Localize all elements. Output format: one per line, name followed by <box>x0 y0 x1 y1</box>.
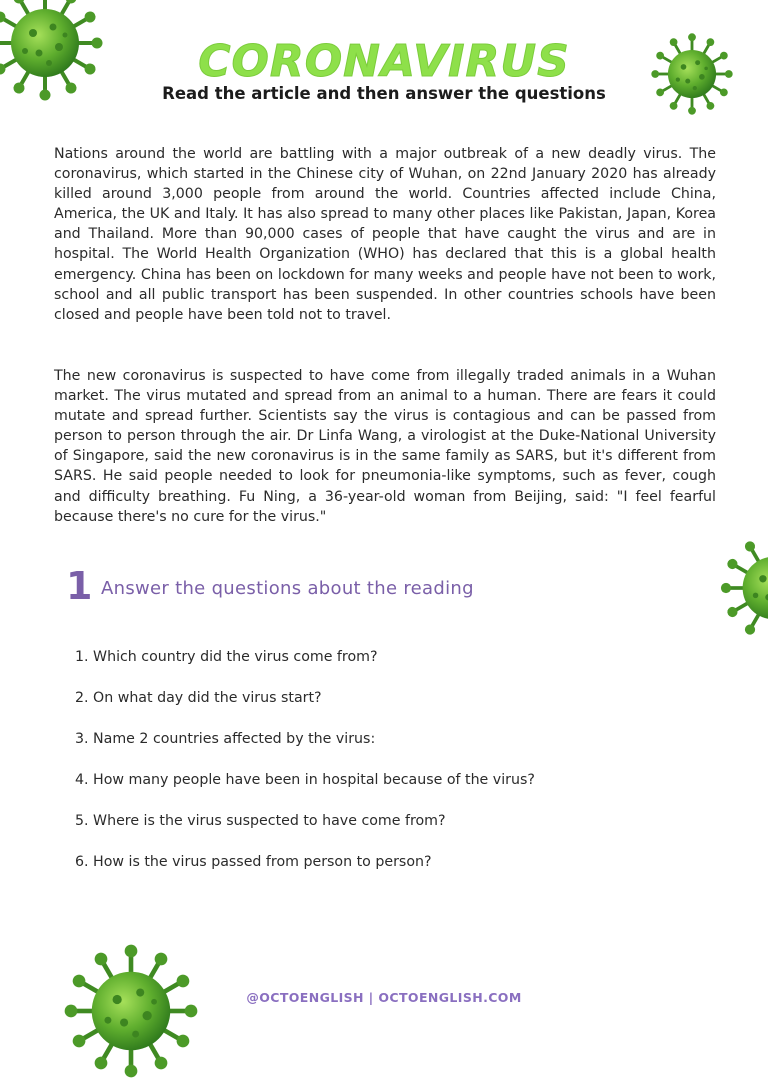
question-item: 1. Which country did the virus come from? <box>75 649 378 665</box>
virus-icon <box>56 936 206 1086</box>
footer-credit: @OCTOENGLISH | OCTOENGLISH.COM <box>246 990 522 1005</box>
article-paragraph: The new coronavirus is suspected to have come from illegally traded animals in a Wuhan market. The virus mutated and spread from an animal to a human. There are fears it could mutate and spread further. Scientists say the virus is contagious and can be passed from person to person through the air. Dr Linfa Wang, a virologist at the Duke-National University of Singapore, said the new coronavirus is in the same family as SARS, but it's different from SARS. He said people needed to look for pneumonia-like symptoms, such as fever, cough and difficulty breathing. Fu Ning, a 36-year-old woman from Beijing, said: "I feel fearful because there's no cure for the virus." <box>54 368 716 525</box>
page-title: CORONAVIRUS <box>198 36 570 87</box>
question-list <box>75 648 535 894</box>
question-item: 5. Where is the virus suspected to have come from? <box>75 813 446 829</box>
question-item: 3. Name 2 countries affected by the virus: <box>75 731 376 747</box>
article-paragraph: Nations around the world are battling with a major outbreak of a new deadly virus. The coronavirus, which started in the Chinese city of Wuhan, on 22nd January 2020 has already killed around 3,000 people from around the world. Countries affected include China, America, the UK and Italy. It has also spread to many other places like Pakistan, Japan, Korea and Thailand. More than 90,000 cases of people that have caught the virus and are in hospital. The World Health Organization (WHO) has declared that this is a global health emergency. China has been on lockdown for many weeks and people have not been to work, school and all public transport has been suspended. In other countries schools have been closed and people have been told not to travel. <box>54 146 716 323</box>
question-item: 2. On what day did the virus start? <box>75 690 322 706</box>
section-number: 1 <box>66 564 93 608</box>
question-item: 6. How is the virus passed from person to person? <box>75 854 432 870</box>
question-item: 4. How many people have been in hospital because of the virus? <box>75 772 535 788</box>
section-title: Answer the questions about the reading <box>101 578 474 599</box>
page-subtitle: Read the article and then answer the questions <box>162 84 606 103</box>
virus-icon <box>714 528 768 648</box>
